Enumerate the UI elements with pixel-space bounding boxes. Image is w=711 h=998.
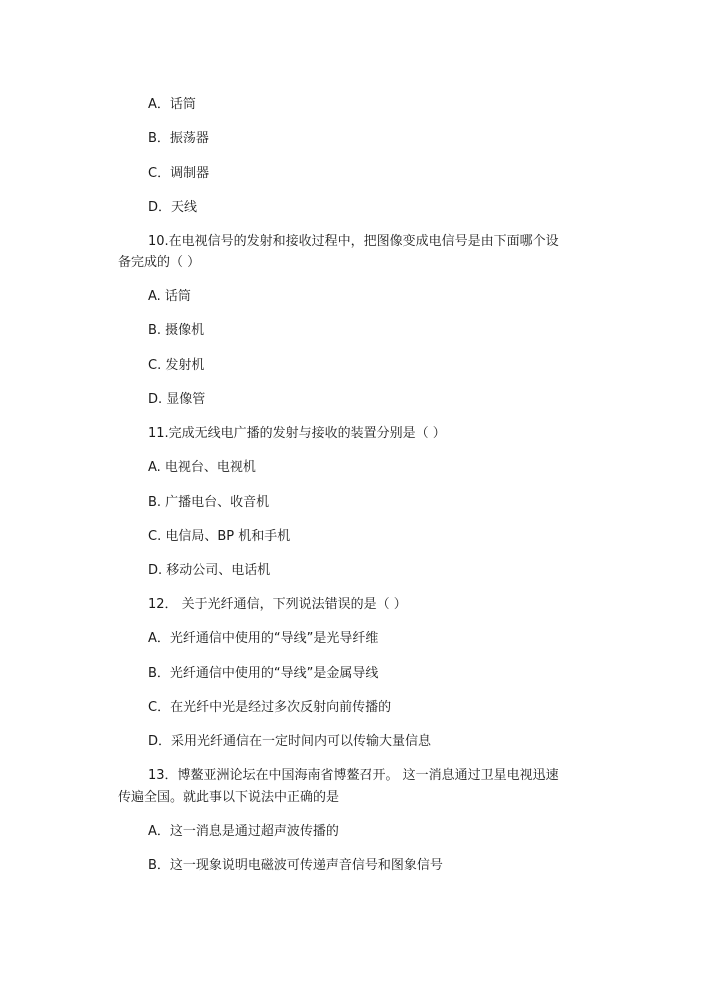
q9-option-b: B．振荡器: [148, 131, 209, 146]
q10-option-d: D. 显像管: [148, 392, 206, 407]
q12-option-b: B．光纤通信中使用的“导线”是金属导线: [148, 666, 379, 681]
q10-option-a: A. 话筒: [148, 289, 191, 304]
q12-option-c: C．在光纤中光是经过多次反射向前传播的: [148, 700, 392, 715]
q12-option-a: A．光纤通信中使用的“导线”是光导纤维: [148, 631, 379, 646]
q12-option-d: D．采用光纤通信在一定时间内可以传输大量信息: [148, 734, 432, 749]
q9-option-a: A．话筒: [148, 97, 196, 112]
q10-option-b: B. 摄像机: [148, 323, 205, 338]
q11-option-a: A. 电视台、电视机: [148, 460, 256, 475]
q10-option-c: C. 发射机: [148, 358, 205, 373]
q11-option-c: C. 电信局、BP 机和手机: [148, 529, 291, 544]
q13-stem-line1: 13．博鳌亚洲论坛在中国海南省博鳌召开。 这一消息通过卫星电视迅速: [148, 768, 559, 783]
q12-stem: 12． 关于光纤通信，下列说法错误的是（ ）: [148, 597, 407, 612]
q9-option-c: C．调制器: [148, 166, 210, 181]
q10-stem-line1: 10.在电视信号的发射和接收过程中，把图像变成电信号是由下面哪个设: [148, 234, 559, 249]
q13-option-b: B．这一现象说明电磁波可传递声音信号和图象信号: [148, 858, 443, 873]
q11-option-b: B. 广播电台、收音机: [148, 495, 270, 510]
q11-option-d: D. 移动公司、电话机: [148, 563, 271, 578]
q10-stem-line2: 备完成的（ ）: [118, 255, 201, 270]
q9-option-d: D．天线: [148, 200, 198, 215]
q13-stem-line2: 传遍全国。就此事以下说法中正确的是: [118, 790, 340, 805]
q13-option-a: A．这一消息是通过超声波传播的: [148, 824, 339, 839]
q11-stem: 11.完成无线电广播的发射与接收的装置分别是（ ）: [148, 426, 446, 441]
